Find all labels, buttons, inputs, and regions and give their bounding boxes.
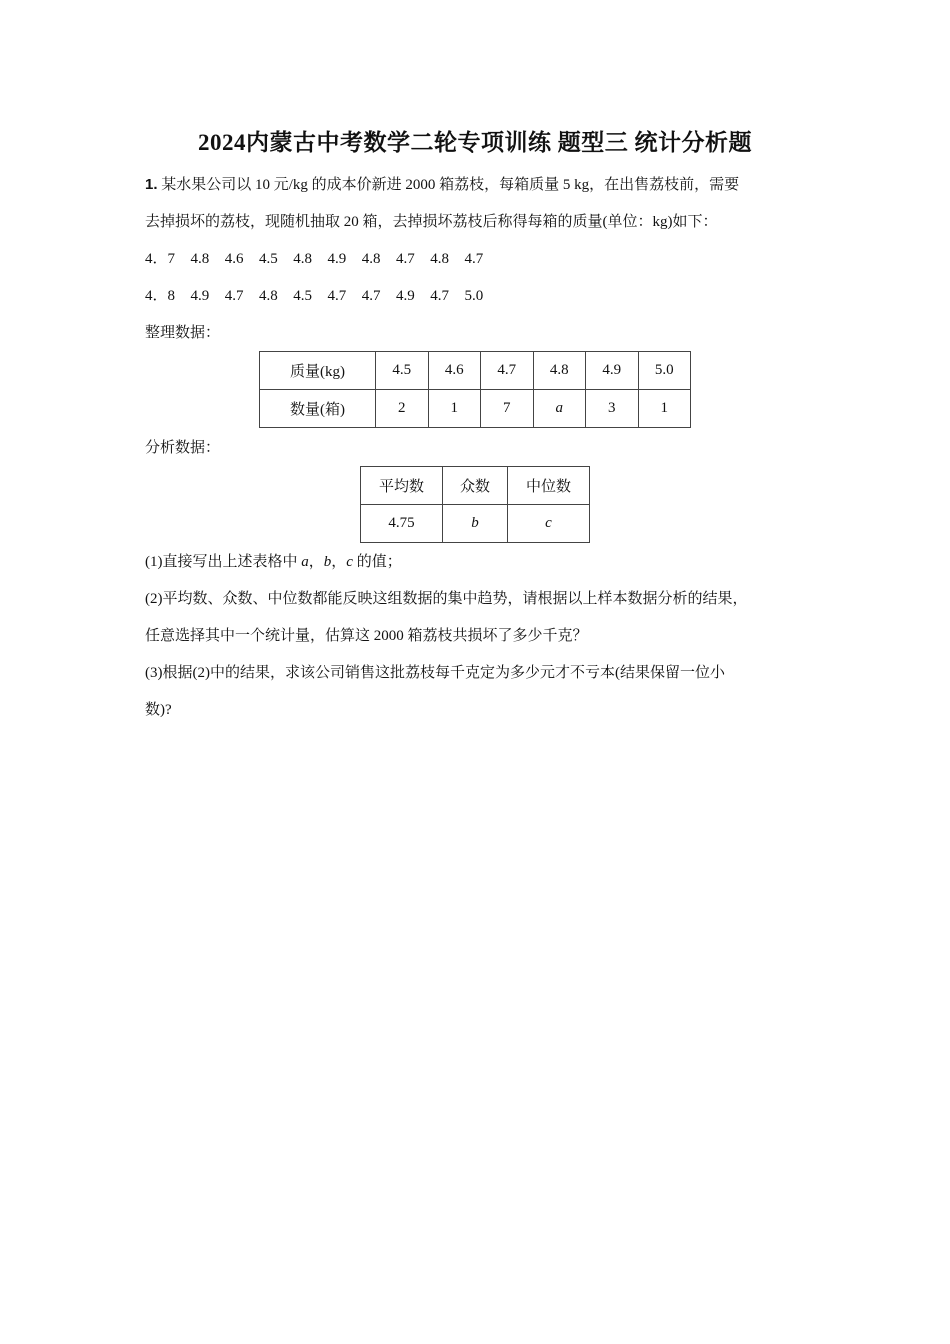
data-value: 4.8 <box>190 251 210 267</box>
table-header-cell: 平均数 <box>361 467 443 505</box>
table-header-cell: 质量(kg) <box>260 352 376 390</box>
table-cell: 7 <box>481 390 534 428</box>
table-cell: 4.75 <box>361 505 443 543</box>
page-title: 2024内蒙古中考数学二轮专项训练 题型三 统计分析题 <box>198 130 752 155</box>
data-value: 4.7 <box>430 288 450 304</box>
data-value: 4.9 <box>190 288 210 304</box>
table-cell: 2 <box>376 390 429 428</box>
table-cell-variable-c: c <box>508 505 590 543</box>
data-value: 4.7 <box>224 288 244 304</box>
part1-prefix: (1)直接写出上述表格中 <box>145 554 302 570</box>
table-cell: 4.9 <box>586 352 639 390</box>
table-cell: 4.7 <box>481 352 534 390</box>
data-value: 5.0 <box>464 288 484 304</box>
part2-line2: 任意选择其中一个统计量，估算这 2000 箱荔枝共损坏了多少千克？ <box>145 628 588 644</box>
table-cell: 4.8 <box>533 352 586 390</box>
data-value: 4.8 <box>259 288 278 304</box>
variable-c: c <box>346 554 353 570</box>
variable-a: a <box>301 554 309 570</box>
part1-suffix: 的值； <box>352 554 402 570</box>
question-intro-line2: 去掉损坏的荔枝，现随机抽取 20 箱，去掉损坏荔枝后称得每箱的质量(单位：kg)如下： <box>145 214 718 230</box>
data-value: 4.8 <box>361 251 381 267</box>
data-value: 4.5 <box>259 251 278 267</box>
table-cell-variable-b: b <box>443 505 508 543</box>
question-number: 1. <box>145 176 158 193</box>
table-row <box>361 505 590 543</box>
table-cell: 3 <box>586 390 639 428</box>
data-value: 4.8 <box>430 251 450 267</box>
data-value: 4.9 <box>327 251 347 267</box>
table-cell: 5.0 <box>638 352 691 390</box>
data-value: 4.9 <box>396 288 415 304</box>
table-row <box>260 352 691 390</box>
data-value: 4.7 <box>361 288 381 304</box>
data-row-2 <box>145 286 499 306</box>
part3-line2: 数)? <box>145 702 172 718</box>
table-row <box>361 467 590 505</box>
variable-b: b <box>323 554 332 570</box>
data-value: 4．8 <box>145 288 176 304</box>
analyze-data-label: 分析数据： <box>145 440 221 456</box>
data-value: 4.7 <box>464 251 484 267</box>
table-row <box>260 390 691 428</box>
organize-data-label: 整理数据： <box>145 325 221 341</box>
data-value: 4.7 <box>396 251 415 267</box>
separator: ， <box>331 554 347 570</box>
statistics-table <box>360 466 590 543</box>
data-value: 4.6 <box>224 251 244 267</box>
table-header-cell: 中位数 <box>508 467 590 505</box>
question-intro-line1 <box>145 175 739 195</box>
part1-line <box>145 552 402 572</box>
part2-line1: (2)平均数、众数、中位数都能反映这组数据的集中趋势，请根据以上样本数据分析的结果， <box>145 591 748 607</box>
separator: ， <box>308 554 324 570</box>
data-row-1 <box>145 249 499 269</box>
data-value: 4.7 <box>327 288 347 304</box>
table-header-cell: 众数 <box>443 467 508 505</box>
table-cell: 4.6 <box>428 352 481 390</box>
table-cell: 4.5 <box>376 352 429 390</box>
data-value: 4．7 <box>145 251 176 267</box>
data-value: 4.5 <box>293 288 313 304</box>
question-intro-text1: 某水果公司以 10 元/kg 的成本价新进 2000 箱荔枝，每箱质量 5 kg，在出售荔枝前，需要 <box>161 177 740 193</box>
table-cell: 1 <box>428 390 481 428</box>
data-value: 4.8 <box>293 251 313 267</box>
table-cell-variable-a: a <box>533 390 586 428</box>
table-cell: 1 <box>638 390 691 428</box>
frequency-table <box>259 351 691 428</box>
table-header-cell: 数量(箱) <box>260 390 376 428</box>
part3-line1: (3)根据(2)中的结果，求该公司销售这批荔枝每千克定为多少元才不亏本(结果保留一位小 <box>145 665 725 681</box>
